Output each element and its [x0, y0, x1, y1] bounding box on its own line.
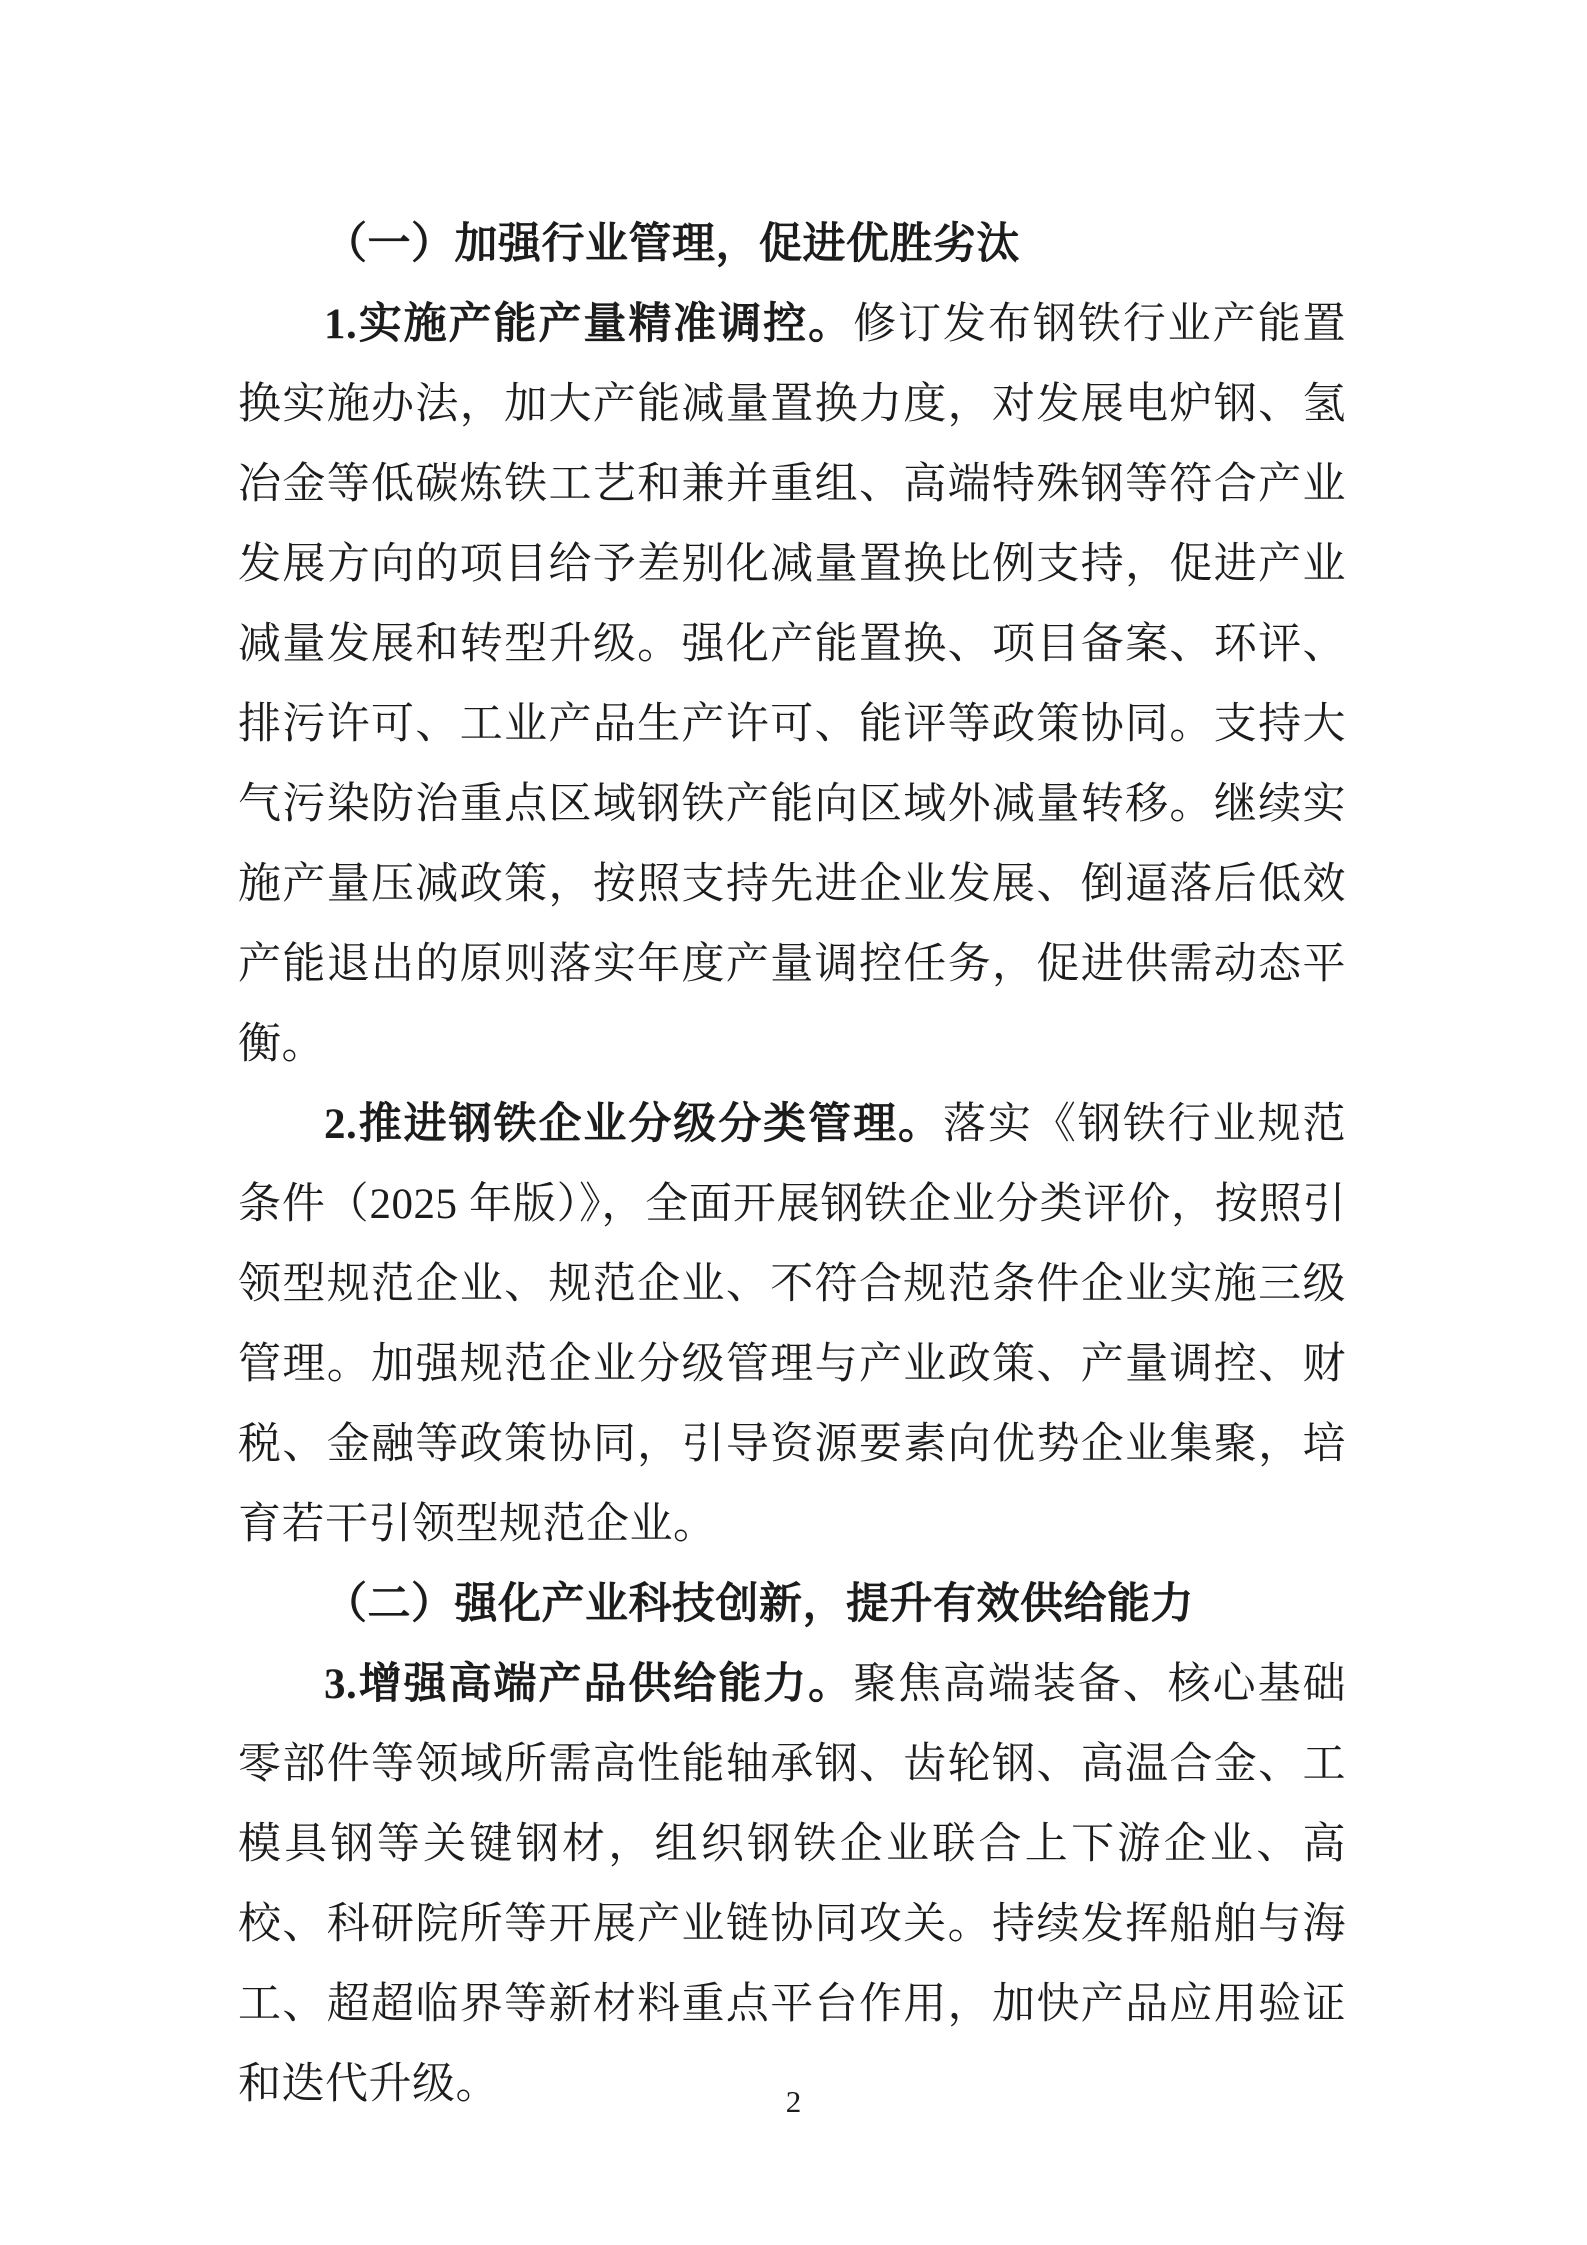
- paragraph-3-lead: 3.增强高端产品供给能力。: [324, 1661, 854, 1708]
- page-footer: [0, 2082, 1587, 2122]
- document-body: [238, 205, 1346, 2125]
- paragraph-1: [238, 285, 1346, 1085]
- paragraph-3-body: 聚焦高端装备、核心基础零部件等领域所需高性能轴承钢、齿轮钢、高温合金、工模具钢等关键钢材，组织钢铁企业联合上下游企业、高校、科研院所等开展产业链协同攻关。持续发挥船舶与海工、超超临界等新材料重点平台作用，加快产品应用验证和迭代升级。: [238, 1661, 1347, 2108]
- paragraph-2: [238, 1085, 1346, 1565]
- paragraph-2-body: 落实《钢铁行业规范条件（2025 年版）》，全面开展钢铁企业分类评价，按照引领型规范企业、规范企业、不符合规范条件企业实施三级管理。加强规范企业分级管理与产业政策、产量调控、财税、金融等政策协同，引导资源要素向优势企业集聚，培育若干引领型规范企业。: [238, 1101, 1347, 1548]
- page-number: 2: [785, 2084, 802, 2119]
- paragraph-1-lead: 1.实施产能产量精准调控。: [324, 301, 854, 348]
- paragraph-3: [238, 1645, 1346, 2125]
- paragraph-1-body: 修订发布钢铁行业产能置换实施办法，加大产能减量置换力度，对发展电炉钢、氢冶金等低碳炼铁工艺和兼并重组、高端特殊钢等符合产业发展方向的项目给予差别化减量置换比例支持，促进产业减量发展和转型升级。强化产能置换、项目备案、环评、排污许可、工业产品生产许可、能评等政策协同。支持大气污染防治重点区域钢铁产能向区域外减量转移。继续实施产量压减政策，按照支持先进企业发展、倒逼落后低效产能退出的原则落实年度产量调控任务，促进供需动态平衡。: [238, 301, 1347, 1068]
- section-heading-2: （二）强化产业科技创新，提升有效供给能力: [324, 1581, 1194, 1628]
- paragraph-2-lead: 2.推进钢铁企业分级分类管理。: [324, 1101, 943, 1148]
- section-heading-1: （一）加强行业管理，促进优胜劣汰: [324, 221, 1020, 268]
